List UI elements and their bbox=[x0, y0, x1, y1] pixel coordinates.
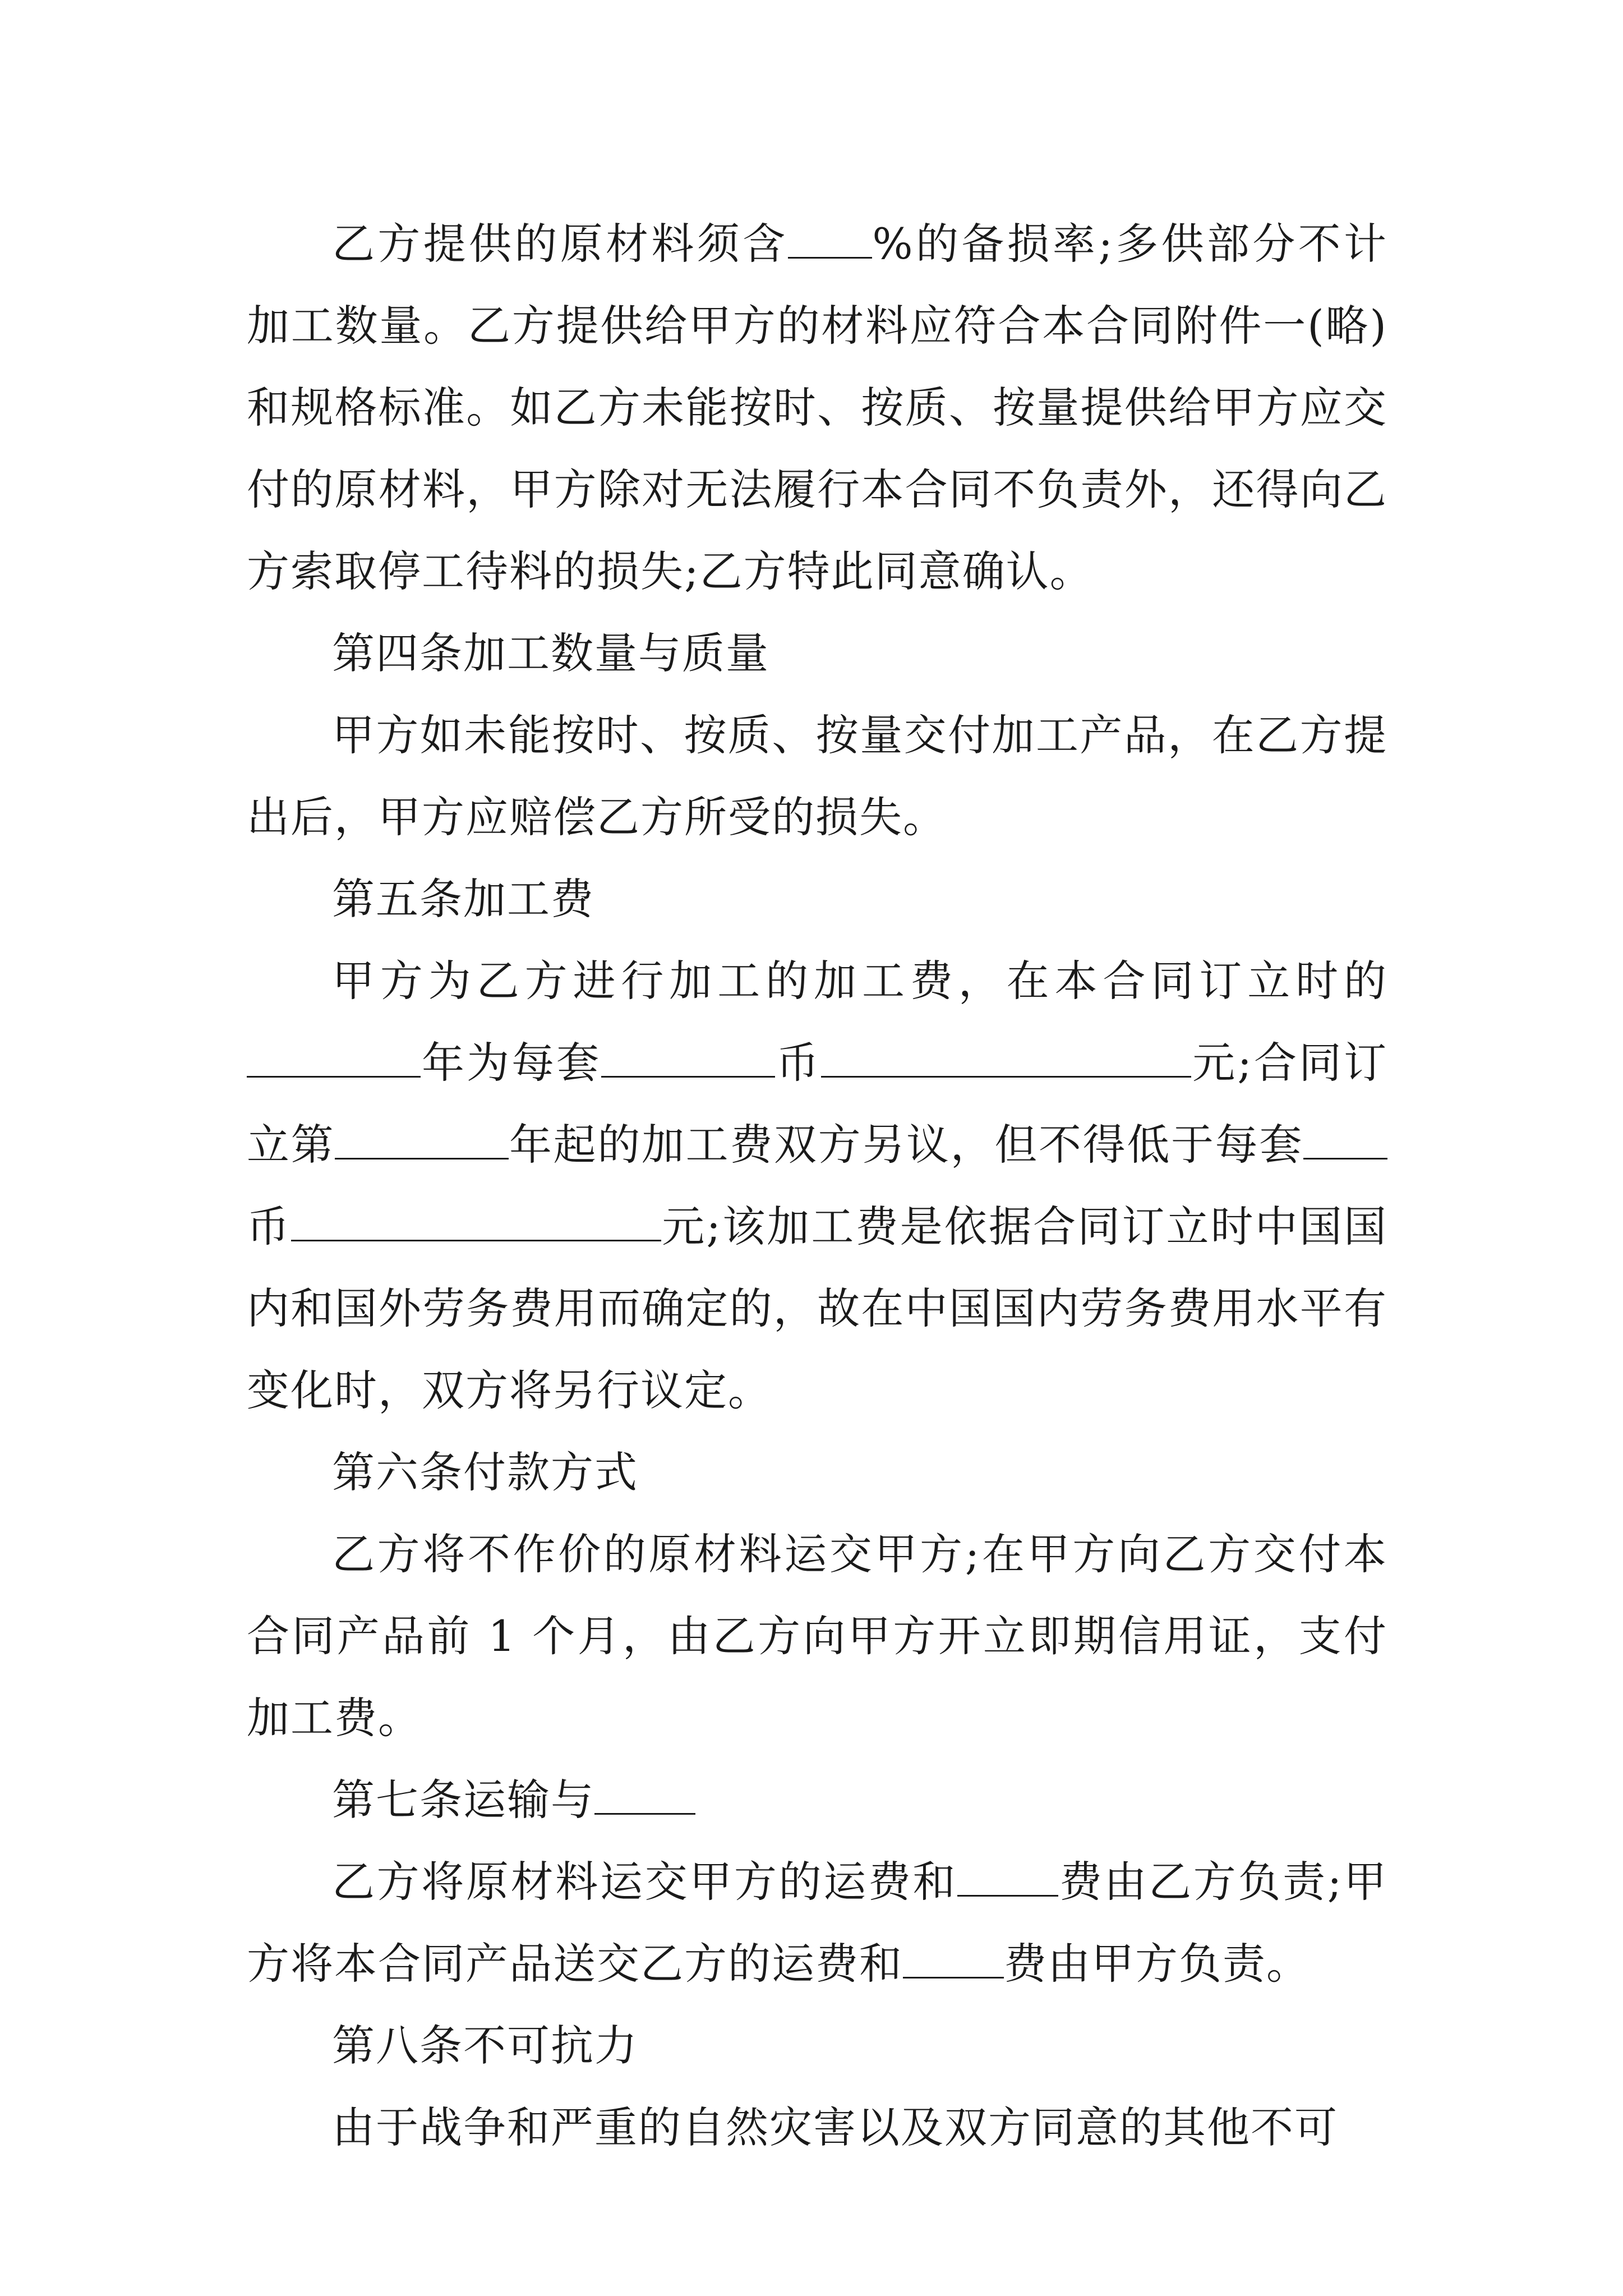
text-segment: 币 bbox=[775, 1038, 822, 1088]
blank-field bbox=[821, 1042, 1191, 1078]
text-segment: 元;该加工费是依据合同订立时中国国内和国外劳务费用而确定的，故在中国国内劳务费用水平有变化时，双方将另行议定。 bbox=[247, 1202, 1388, 1415]
text-segment: 币 bbox=[247, 1202, 292, 1251]
text-segment: 甲方为乙方进行加工的加工费，在本合同订立时的 bbox=[332, 956, 1387, 1006]
clause-heading-5: 第五条加工费 bbox=[332, 874, 594, 924]
text-segment: 年为每套 bbox=[421, 1038, 602, 1088]
blank-field bbox=[1303, 1124, 1387, 1159]
blank-field bbox=[335, 1124, 509, 1159]
blank-field bbox=[291, 1206, 661, 1241]
text-segment: 费由甲方负责。 bbox=[1004, 1939, 1310, 1989]
text-segment: %的备损率;多供部分不计加工数量。乙方提供给甲方的材料应符合本合同附件一(略)和规格标准。如乙方未能按时、按质、按量提供给甲方应交付的原材料，甲方除对无法履行本合同不负责外，还得向乙方索取停工待料的损失;乙方特此同意确认。 bbox=[247, 219, 1387, 596]
text-segment: 第七条运输与 bbox=[332, 1775, 594, 1825]
paragraph-clause-7 bbox=[247, 1841, 1387, 2005]
paragraph-materials bbox=[247, 203, 1387, 613]
blank-field bbox=[957, 1861, 1058, 1897]
clause-heading-4: 第四条加工数量与质量 bbox=[332, 628, 769, 678]
paragraph-clause-8: 由于战争和严重的自然灾害以及双方同意的其他不可 bbox=[332, 2102, 1338, 2152]
blank-field bbox=[601, 1042, 775, 1078]
text-segment: 乙方提供的原材料须含 bbox=[332, 219, 789, 269]
blank-field bbox=[903, 1943, 1004, 1978]
blank-field bbox=[247, 1042, 421, 1078]
clause-heading-6: 第六条付款方式 bbox=[332, 1447, 638, 1497]
document-page bbox=[247, 203, 1387, 2169]
paragraph-clause-4: 甲方如未能按时、按质、按量交付加工产品，在乙方提出后，甲方应赔偿乙方所受的损失。 bbox=[247, 710, 1387, 842]
text-segment: 年起的加工费双方另议，但不得低于每套 bbox=[509, 1120, 1304, 1170]
clause-heading-8: 第八条不可抗力 bbox=[332, 2021, 638, 2070]
paragraph-clause-6: 乙方将不作价的原材料运交甲方;在甲方向乙方交付本合同产品前 1 个月，由乙方向甲方开立即期信用证，支付加工费。 bbox=[247, 1529, 1387, 1743]
paragraph-clause-5 bbox=[247, 940, 1387, 1432]
text-segment: 费由乙方负责;甲方将本合同产品送交乙方的运费和 bbox=[247, 1857, 1388, 1989]
clause-heading-7 bbox=[247, 1759, 1387, 1841]
text-segment: 元;合同订立第 bbox=[247, 1038, 1388, 1170]
text-segment: 乙方将原材料运交甲方的运费和 bbox=[332, 1857, 958, 1907]
blank-field bbox=[594, 1779, 695, 1815]
blank-field bbox=[788, 223, 872, 259]
